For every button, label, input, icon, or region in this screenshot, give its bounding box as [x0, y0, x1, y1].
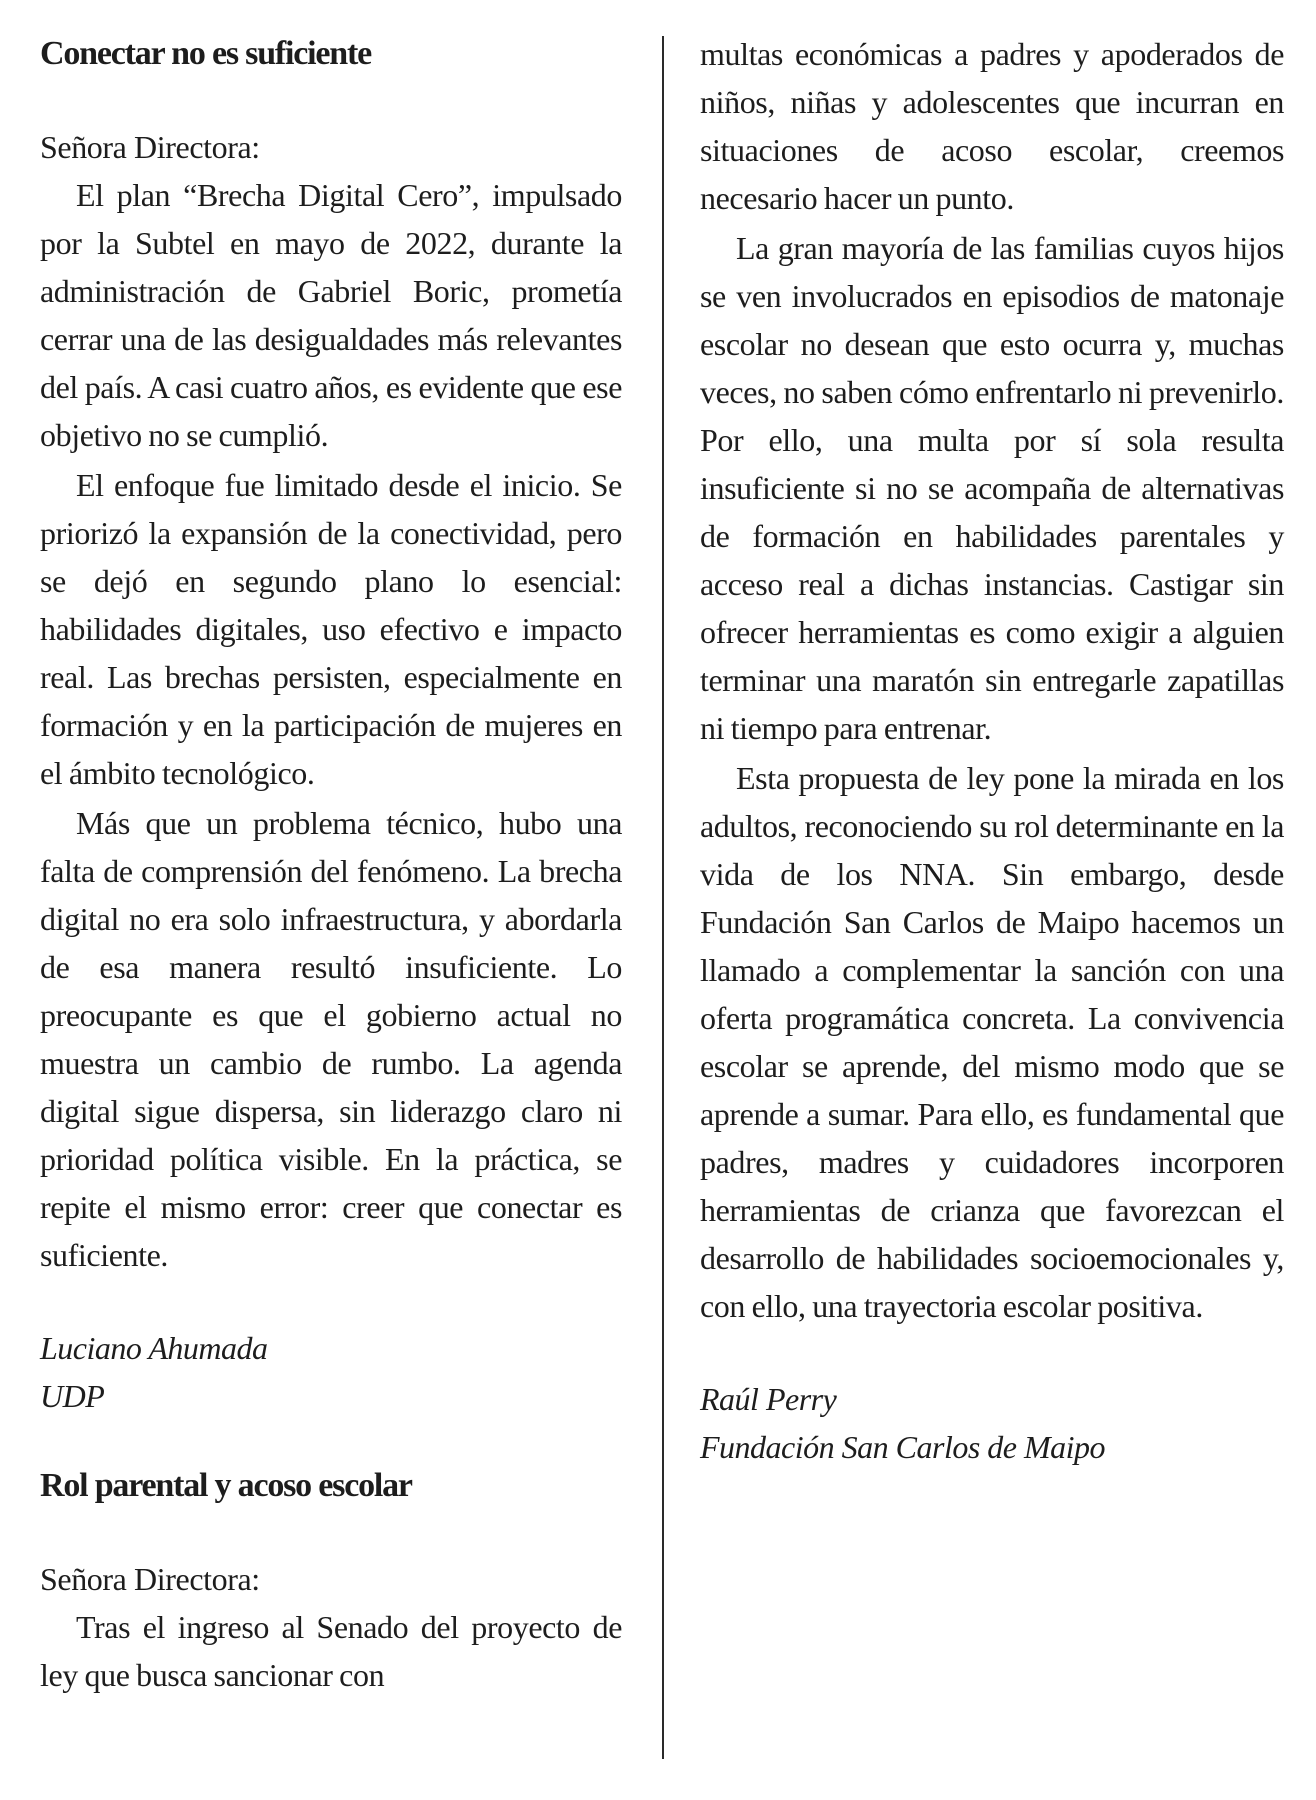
letter-paragraph: Tras el ingreso al Senado del proyecto de ley que busca sancionar con: [40, 1609, 622, 1693]
author-affiliation: UDP: [40, 1378, 105, 1414]
column-divider: [662, 36, 664, 1759]
author-name: Raúl Perry: [700, 1381, 837, 1417]
letter-paragraph: El enfoque fue limitado desde el inicio. Se priorizó la expansión de la conectividad, pero se dejó en segundo plano lo esencial: habilidades digitales, uso efectivo e impacto real. Las brechas persisten, especialmente en formación y en la participación de mujeres en el ámbito tecnológico.: [40, 467, 622, 791]
letter-title: Rol parental y acoso escolar: [40, 1467, 412, 1504]
letter-title: Conectar no es suficiente: [40, 35, 372, 72]
letter-paragraph: El plan “Brecha Digital Cero”, impulsado por la Subtel en mayo de 2022, durante la administración de Gabriel Boric, prometía cerrar una de las desigualdades más relevantes del país. A casi cuatro años, es evidente que ese objetivo no se cumplió.: [40, 177, 622, 453]
letter-rol-parental: [40, 1462, 622, 1699]
signature: [40, 1324, 622, 1420]
signature: [700, 1375, 1284, 1471]
letter-paragraph: La gran mayoría de las familias cuyos hijos se ven involucrados en episodios de matonaje escolar no desean que esto ocurra y, muchas veces, no saben cómo enfrentarlo ni prevenirlo. Por ello, una multa por sí sola resulta insuficiente si no se acompaña de alternativas de formación en habilidades parentales y acceso real a dichas instancias. Castigar sin ofrecer herramientas es como exigir a alguien terminar una maratón sin entregarle zapatillas ni tiempo para entrenar.: [700, 230, 1284, 746]
author-affiliation: Fundación San Carlos de Maipo: [700, 1429, 1106, 1465]
right-column: [700, 30, 1284, 1471]
author-name: Luciano Ahumada: [40, 1330, 268, 1366]
letter-paragraph: Esta propuesta de ley pone la mirada en los adultos, reconociendo su rol determinante en la vida de los NNA. Sin embargo, desde Fundación San Carlos de Maipo hacemos un llamado a complementar la sanción con una oferta programática concreta. La convivencia escolar se aprende, del mismo modo que se aprende a sumar. Para ello, es fundamental que padres, madres y cuidadores incorporen herramientas de crianza que favorezcan el desarrollo de habilidades socioemocionales y, con ello, una trayectoria escolar positiva.: [700, 760, 1284, 1324]
left-column: [40, 30, 622, 1701]
letter-paragraph-continued: multas económicas a padres y apoderados de niños, niñas y adolescentes que incurran en situaciones de acoso escolar, creemos necesario hacer un punto.: [700, 36, 1284, 216]
letter-salutation: Señora Directora:: [40, 129, 260, 165]
letter-paragraph: Más que un problema técnico, hubo una falta de comprensión del fenómeno. La brecha digital no era solo infraestructura, y abordarla de esa manera resultó insuficiente. Lo preocupante es que el gobierno actual no muestra un cambio de rumbo. La agenda digital sigue dispersa, sin liderazgo claro ni prioridad política visible. En la práctica, se repite el mismo error: creer que conectar es suficiente.: [40, 805, 622, 1273]
letter-conectar: [40, 30, 622, 1420]
letter-salutation: Señora Directora:: [40, 1561, 260, 1597]
